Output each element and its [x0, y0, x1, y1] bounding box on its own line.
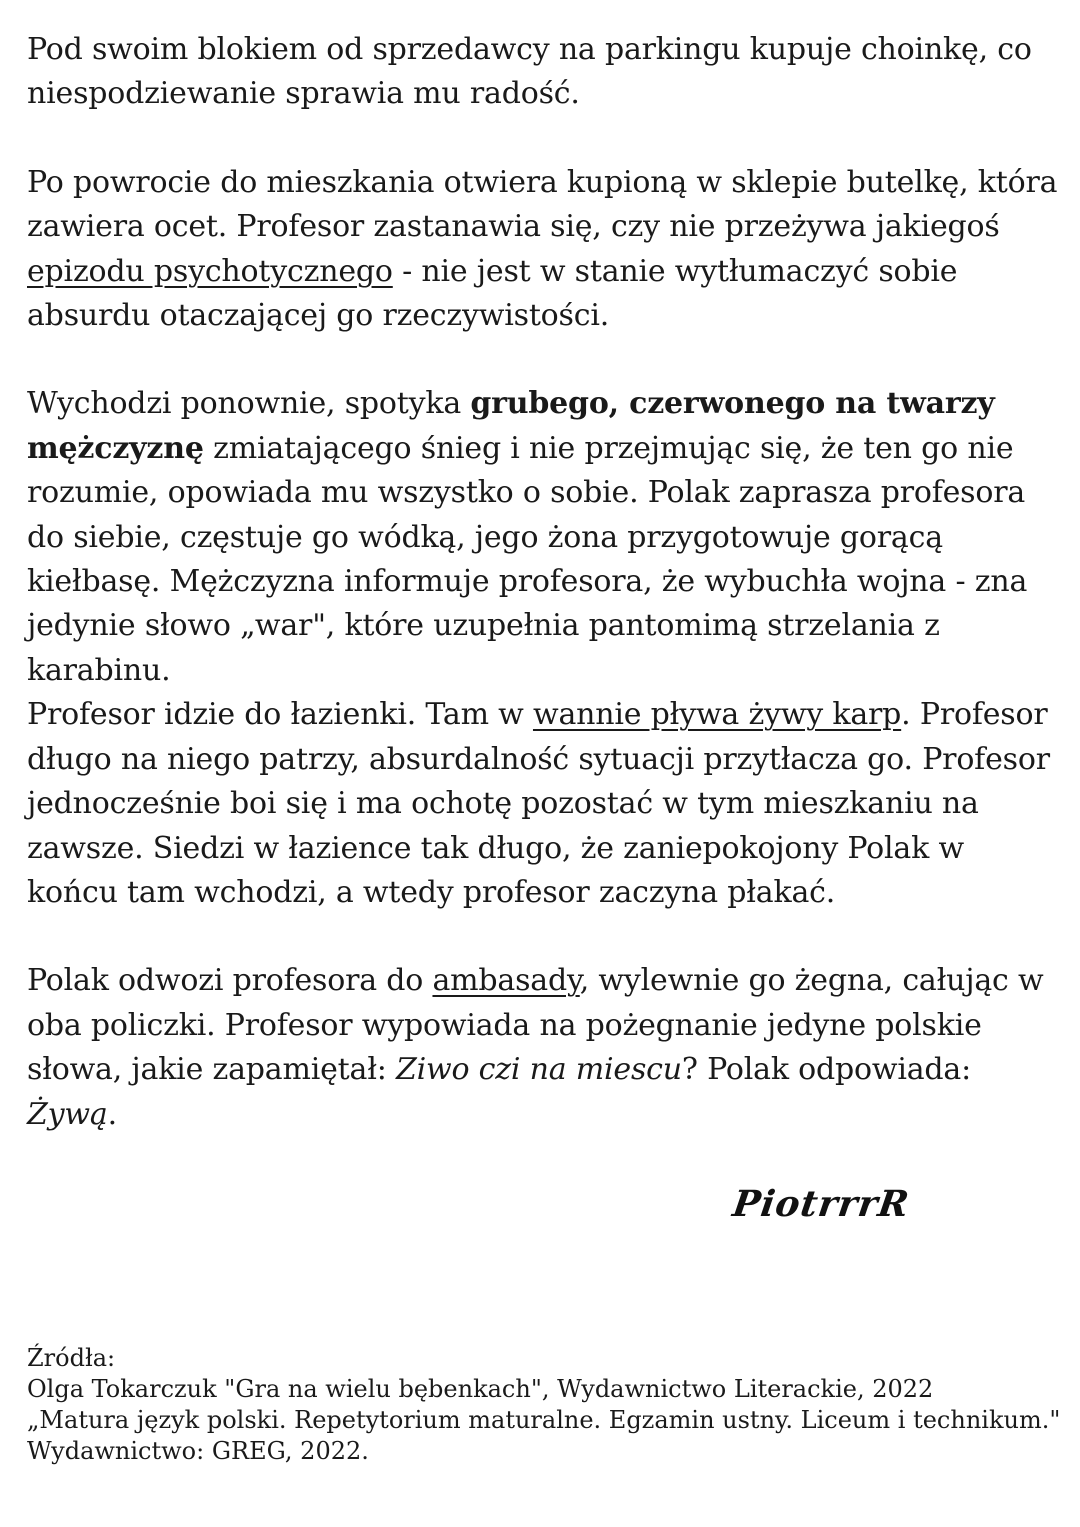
paragraph-bathroom: [27, 693, 1063, 915]
paragraph-text: Polak odwozi profesora do: [27, 963, 433, 999]
source-item: Olga Tokarczuk "Gra na wielu bębenkach", Wydawnictwo Literackie, 2022: [27, 1375, 934, 1403]
paragraph-christmas-tree: [27, 28, 1063, 117]
author-signature: PiotrrrR: [730, 1183, 913, 1225]
link-psychotic-episode[interactable]: epizodu psychotycznego: [27, 253, 393, 289]
sources-heading: Źródła:: [27, 1344, 116, 1372]
paragraph-text: - nie jest w stanie wytłumaczyć sobie absurdu otaczającej go rzeczywistości.: [27, 253, 958, 334]
paragraph-text: Po powrocie do mieszkania otwiera kupioną w sklepie butelkę, która zawiera ocet. Profesor zastanawia się, czy nie przeżywa jakiegoś: [27, 164, 1058, 245]
document-body: [27, 28, 1063, 1137]
link-carp[interactable]: wannie pływa żywy karp: [532, 697, 902, 733]
bold-phrase: grubego, czerwonego na twarzy mężczyznę: [27, 386, 995, 466]
paragraph-gap: [27, 117, 1063, 161]
italic-quote: Ziwo czi na miescu: [395, 1052, 682, 1088]
sources-section: [27, 1343, 1063, 1467]
paragraph-text: zmiatającego śnieg i nie przejmując się, że ten go nie rozumie, opowiada mu wszystko o sobie. Polak zaprasza profesora do siebie, częstuje go wódką, jego żona przygotowuje gorącą kiełbasę. Mężczyzna informuje profesora, że wybuchła wojna - zna jedynie słowo „war", które uzupełnia pantomimą strzelania z karabinu.: [27, 430, 1028, 688]
paragraph-gap: [27, 338, 1063, 382]
paragraph-gap: [27, 915, 1063, 959]
paragraph-text: ? Polak odpowiada:: [681, 1052, 972, 1088]
paragraph-text: Wychodzi ponownie, spotyka: [27, 386, 471, 422]
paragraph-text: , wylewnie go żegna, całując w oba policzki. Profesor wypowiada na pożegnanie jedyne polskie słowa, jakie zapamiętał:: [27, 963, 1044, 1088]
source-item: „Matura język polski. Repetytorium maturalne. Egzamin ustny. Liceum i technikum." Wydawnictwo: GREG, 2022.: [27, 1406, 1061, 1465]
link-embassy[interactable]: ambasady: [432, 963, 580, 999]
paragraph-text: Pod swoim blokiem od sprzedawcy na parkingu kupuje choinkę, co niespodziewanie sprawia mu radość.: [27, 32, 1032, 112]
paragraph-polish-man: [27, 382, 1063, 693]
paragraph-embassy: [27, 959, 1063, 1137]
paragraph-text: Profesor idzie do łazienki. Tam w: [27, 697, 533, 733]
italic-answer: Żywą: [27, 1096, 108, 1132]
paragraph-text: .: [107, 1096, 117, 1132]
paragraph-text: . Profesor długo na niego patrzy, absurdalność sytuacji przytłacza go. Profesor jednocześnie boi się i ma ochotę pozostać w tym mieszkaniu na zawsze. Siedzi w łazience tak długo, że zaniepokojony Polak w końcu tam wchodzi, a wtedy profesor zaczyna płakać.: [27, 697, 1050, 910]
paragraph-vinegar: [27, 161, 1063, 339]
